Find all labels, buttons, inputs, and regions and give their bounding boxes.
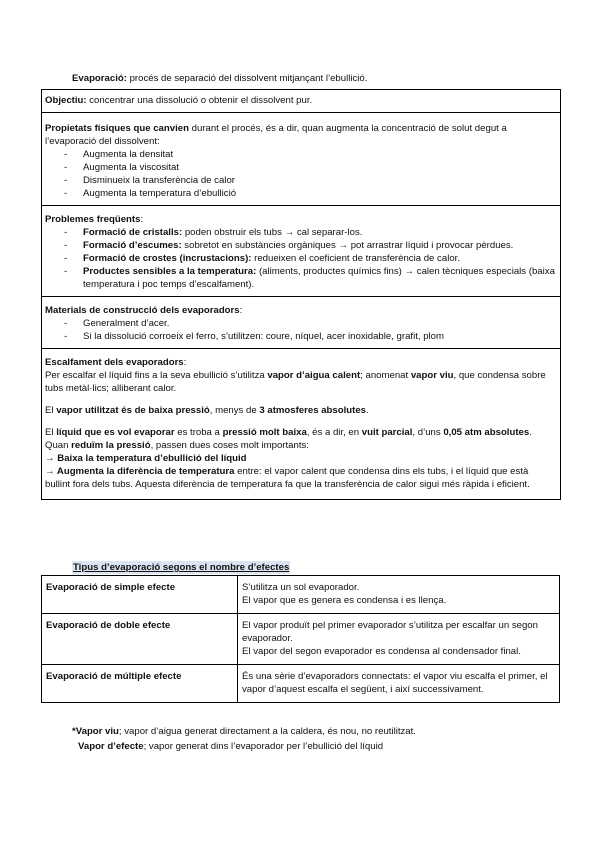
objectiu-text: concentrar una dissolució o obtenir el dissolvent pur. <box>86 95 313 106</box>
table-cell-name: Evaporació de múltiple efecte <box>42 665 238 703</box>
problemes-label: Problemes freqüents <box>45 214 141 225</box>
text: El <box>45 427 57 438</box>
text-bold: pressió molt baixa <box>222 427 307 438</box>
escalfament-label: Escalfament dels evaporadors <box>45 357 184 368</box>
table-cell-name: Evaporació de doble efecte <box>42 614 238 665</box>
description-line: El vapor que es genera es condensa i es llença. <box>242 595 447 606</box>
text: Per escalfar el líquid fins a la seva ebullició s’utilitza <box>45 370 268 381</box>
arrow-point-2 <box>45 465 556 491</box>
materials-section <box>42 297 560 349</box>
materials-list <box>45 317 556 343</box>
list-item <box>45 265 556 291</box>
text-bold: reduïm la pressió <box>71 440 151 451</box>
list-item: - Augmenta la temperatura d’ebullició <box>45 187 556 200</box>
list-item: - Si la dissolució corroeix el ferro, s’utilitzen: coure, níquel, acer inoxidable, grafit, plom <box>45 330 556 343</box>
problem-text: (aliments, productes químics fins) → calen tècniques especials (baixa temperatura i poc temps d’escalfament). <box>83 266 555 290</box>
text: es troba a <box>174 427 223 438</box>
text: entre: el vapor calent que condensa dins els tubs, i el líquid que està bullint fora dels tubs. Aquesta diferència de temperatura fa que la transferència de calor sigui més ràpida i eficient. <box>45 466 530 490</box>
problemes-colon: : <box>140 214 144 225</box>
text-bold: vapor utilitzat és de baixa pressió <box>56 405 210 416</box>
escalfament-section <box>42 349 560 500</box>
text-bold: líquid que es vol evaporar <box>56 427 175 438</box>
note-text: ; vapor d’aigua generat directament a la caldera, és nou, no reutilitzat. <box>118 726 416 737</box>
objectiu-section <box>42 90 560 113</box>
text-bold: vapor viu <box>410 370 454 381</box>
table-row <box>42 665 560 703</box>
problem-text: poden obstruir els tubs → cal separar-los. <box>182 227 363 238</box>
problem-term: Productes sensibles a la temperatura: <box>83 266 257 277</box>
summary-box <box>41 89 561 500</box>
table-row <box>42 576 560 614</box>
description-line: És una sèrie d’evaporadors connectats: el vapor viu escalfa el primer, el vapor d’aquest escalfa el següent, i així successivament. <box>242 671 548 695</box>
problemes-list <box>45 226 556 291</box>
text: , menys de <box>209 405 260 416</box>
text-bold: 0,05 atm absolutes <box>443 427 530 438</box>
text: , d’uns <box>412 427 444 438</box>
text-bold: vuit parcial <box>361 427 413 438</box>
evaporacio-text: procés de separació del dissolvent mitjançant l’ebullició. <box>126 73 368 84</box>
text: , que condensa sobre tubs metàl·lics; alliberant calor. <box>45 370 546 394</box>
list-item: - Augmenta la densitat <box>45 148 556 161</box>
text: . <box>366 405 369 416</box>
problem-term: Formació d’escumes: <box>83 240 182 251</box>
note-vapor-efecte <box>78 740 383 753</box>
problemes-section <box>42 206 560 297</box>
note-vapor-viu <box>72 725 416 738</box>
objectiu-label: Objectiu: <box>45 95 87 106</box>
note-term: Vapor d’efecte <box>78 741 144 752</box>
table-cell-description <box>238 665 560 703</box>
text: , és a dir, en <box>306 427 362 438</box>
list-item: - Augmenta la viscositat <box>45 161 556 174</box>
text-bold: → Baixa la temperatura d’ebullició del líquid <box>45 453 247 464</box>
problem-text: redueixen el coeficient de transferència de calor. <box>251 253 460 264</box>
text-bold: → Augmenta la diferència de temperatura <box>45 466 235 477</box>
problem-term: Formació de cristalls: <box>83 227 183 238</box>
table-cell-description <box>238 614 560 665</box>
text-bold: 3 atmosferes absolutes <box>259 405 367 416</box>
table-cell-name: Evaporació de simple efecte <box>42 576 238 614</box>
problem-term: Formació de crostes (incrustacions): <box>83 253 252 264</box>
arrow-point-1 <box>45 452 556 465</box>
list-item: - Disminueix la transferència de calor <box>45 174 556 187</box>
propietats-section <box>42 113 560 206</box>
note-text: ; vapor generat dins l’evaporador per l’ebullició del líquid <box>143 741 384 752</box>
escalfament-paragraph-3 <box>45 426 556 452</box>
list-item <box>45 239 556 252</box>
escalfament-colon: : <box>183 357 187 368</box>
text: ; anomenat <box>360 370 411 381</box>
description-line: El vapor del segon evaporador es condensa al condensador final. <box>242 646 521 657</box>
list-item: - Generalment d’acer. <box>45 317 556 330</box>
propietats-text: durant el procés, és a dir, quan augmenta la concentració de solut degut a l’evaporació del dissolvent: <box>45 123 507 147</box>
evaporacio-definition <box>72 72 367 85</box>
text-bold: vapor d’aigua calent <box>267 370 361 381</box>
materials-label: Materials de construcció dels evaporadors <box>45 305 240 316</box>
tipus-heading: Tipus d’evaporació segons el nombre d’efectes <box>73 562 290 573</box>
propietats-list <box>45 148 556 200</box>
text: . Quan <box>45 427 532 451</box>
text: , passen dues coses molt importants: <box>150 440 309 451</box>
list-item <box>45 252 556 265</box>
description-line: S’utilitza un sol evaporador. <box>242 582 360 593</box>
tipus-table <box>41 575 560 703</box>
propietats-label: Propietats físiques que canvien <box>45 123 189 134</box>
problem-text: sobretot en substàncies orgàniques → pot arrastrar líquid i provocar pèrdues. <box>181 240 514 251</box>
escalfament-paragraph-2 <box>45 404 556 417</box>
table-cell-description <box>238 576 560 614</box>
escalfament-paragraph-1 <box>45 369 556 395</box>
text: El <box>45 405 57 416</box>
note-term: *Vapor viu <box>72 726 119 737</box>
table-row <box>42 614 560 665</box>
evaporacio-term: Evaporació: <box>72 73 127 84</box>
list-item <box>45 226 556 239</box>
materials-colon: : <box>239 305 243 316</box>
description-line: El vapor produït pel primer evaporador s’utilitza per escalfar un segon evaporador. <box>242 620 538 644</box>
